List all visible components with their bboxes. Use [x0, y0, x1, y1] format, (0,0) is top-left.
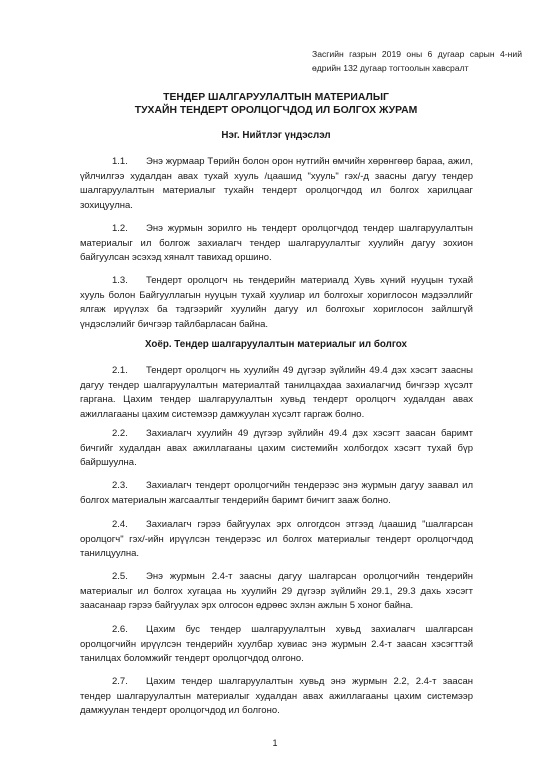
- paragraph-number: 1.1.: [112, 156, 128, 167]
- paragraph-2-1: [80, 364, 473, 422]
- paragraph-number: 1.2.: [112, 223, 128, 234]
- paragraph-text: Захиалагч гэрээ байгуулах эрх олгогдсон этгээд /цаашид "шалгарсан оролцогч" гэх/-ийн ирүүлсэн тендерээс ил болгох материалыг тендерт оролцогчдод танилцуулна.: [80, 519, 473, 560]
- document-title-line-2: ТУХАЙН ТЕНДЕРТ ОРОЛЦОГЧДОД ИЛ БОЛГОХ ЖУРАМ: [134, 105, 418, 116]
- annex-note: Засгийн газрын 2019 оны 6 дугаар сарын 4-ний өдрийн 132 дугаар тогтоолын хавсралт: [312, 49, 522, 73]
- document-title: [80, 91, 472, 117]
- paragraph-2-6: [80, 623, 473, 667]
- paragraph-text: Цахим тендер шалгаруулалтын хувьд энэ журмын 2.2, 2.4-т заасан тендер шалгаруулалтын материалыг худалдан авах ажиллагааны цахим системээр дамжуулан тендерт оролцогчдод ил болгоно.: [80, 676, 473, 717]
- paragraph-2-4: [80, 518, 473, 562]
- paragraph-number: 2.6.: [112, 624, 128, 635]
- paragraph-text: Энэ журмын 2.4-т заасны дагуу шалгарсан оролцогчийн тендерийн материалыг ил болгох хугацаа нь хуулийн 29 дүгээр зүйлийн 29.1, 29.3 дахь хэсэгт заасанаар гэрээ байгуулах эрх олгосон өдрөөс эхлэн ажлын 5 хоног байна.: [80, 571, 473, 612]
- paragraph-number: 2.5.: [112, 571, 128, 582]
- section-heading-1: Нэг. Нийтлэг үндэслэл: [221, 130, 331, 141]
- paragraph-text: Тендерт оролцогч нь хуулийн 49 дүгээр зүйлийн 49.4 дэх хэсэгт заасны дагуу тендер шалгаруулалтын материалтай танилцахдаа захиалагчид бичгээр хүсэлт гаргана. Цахим тендер шалгаруулалтын хувьд тендерт оролцогч худалдан авах ажиллагааны цахим системээр дамжуулан хүсэлт гаргаж болно.: [80, 365, 473, 420]
- paragraph-number: 1.3.: [112, 275, 128, 286]
- paragraph-1-2: [80, 222, 473, 266]
- paragraph-2-7: [80, 675, 473, 719]
- paragraph-2-3: [80, 479, 473, 508]
- paragraph-number: 2.1.: [112, 365, 128, 376]
- paragraph-text: Тендерт оролцогч нь тендерийн материалд Хувь хүний нууцын тухай хууль болон Байгууллагын нууцын тухай хуулиар ил болгохыг хориглосон мэдээллийг ялгаж ирүүлэх ба тэдгээрийг хуулийн дагуу ил болгохыг хориглосон зайлшгүй үндэслэлийг бичгээр тайлбарласан байна.: [80, 275, 473, 330]
- paragraph-1-3: [80, 274, 473, 332]
- document-title-line-1: ТЕНДЕР ШАЛГАРУУЛАЛТЫН МАТЕРИАЛЫГ: [163, 92, 389, 103]
- paragraph-number: 2.2.: [112, 428, 128, 439]
- paragraph-text: Энэ журмаар Төрийн болон орон нутгийн өмчийн хөрөнгөөр бараа, ажил, үйлчилгээ худалдан авах тухай хууль /цаашид "хууль" гэх/-д заасны дагуу тендер шалгаруулалтын материалыг тухайн тендерт оролцогчдод ил болгох харилцааг зохицуулна.: [80, 156, 473, 211]
- page-number: 1: [272, 738, 278, 748]
- paragraph-text: Цахим бус тендер шалгаруулалтын хувьд захиалагч шалгарсан оролцогчийн ирүүлсэн тендерийн хуулбар хувиас энэ журмын 2.4-т заасан хэсэгттэй танилцах боломжийг тендерт оролцогчдод олгоно.: [80, 624, 473, 665]
- paragraph-2-5: [80, 570, 473, 614]
- paragraph-number: 2.7.: [112, 676, 128, 687]
- paragraph-text: Захиалагч хуулийн 49 дүгээр зүйлийн 49.4 дэх хэсэгт заасан баримт бичгийг худалдан авах ажиллагааны цахим системийн холбогдох хэсэгт тухай бүр байршуулна.: [80, 428, 473, 469]
- paragraph-number: 2.3.: [112, 480, 128, 491]
- paragraph-text: Захиалагч тендерт оролцогчийн тендерээс энэ журмын дагуу заавал ил болгох материалын жагсаалтыг тендерийн баримт бичигт зааж болно.: [80, 480, 473, 506]
- paragraph-1-1: [80, 155, 473, 213]
- paragraph-2-2: [80, 427, 473, 471]
- paragraph-text: Энэ журмын зорилго нь тендерт оролцогчдод тендер шалгаруулалтын материалыг ил болгож захиалагч тендер шалгаруулалтыг хуулийн дагуу зохион байгуулсан эсэхэд хяналт тавихад оршино.: [80, 223, 473, 264]
- section-heading-2: Хоёр. Тендер шалгаруулалтын материалыг ил болгох: [145, 339, 407, 350]
- paragraph-number: 2.4.: [112, 519, 128, 530]
